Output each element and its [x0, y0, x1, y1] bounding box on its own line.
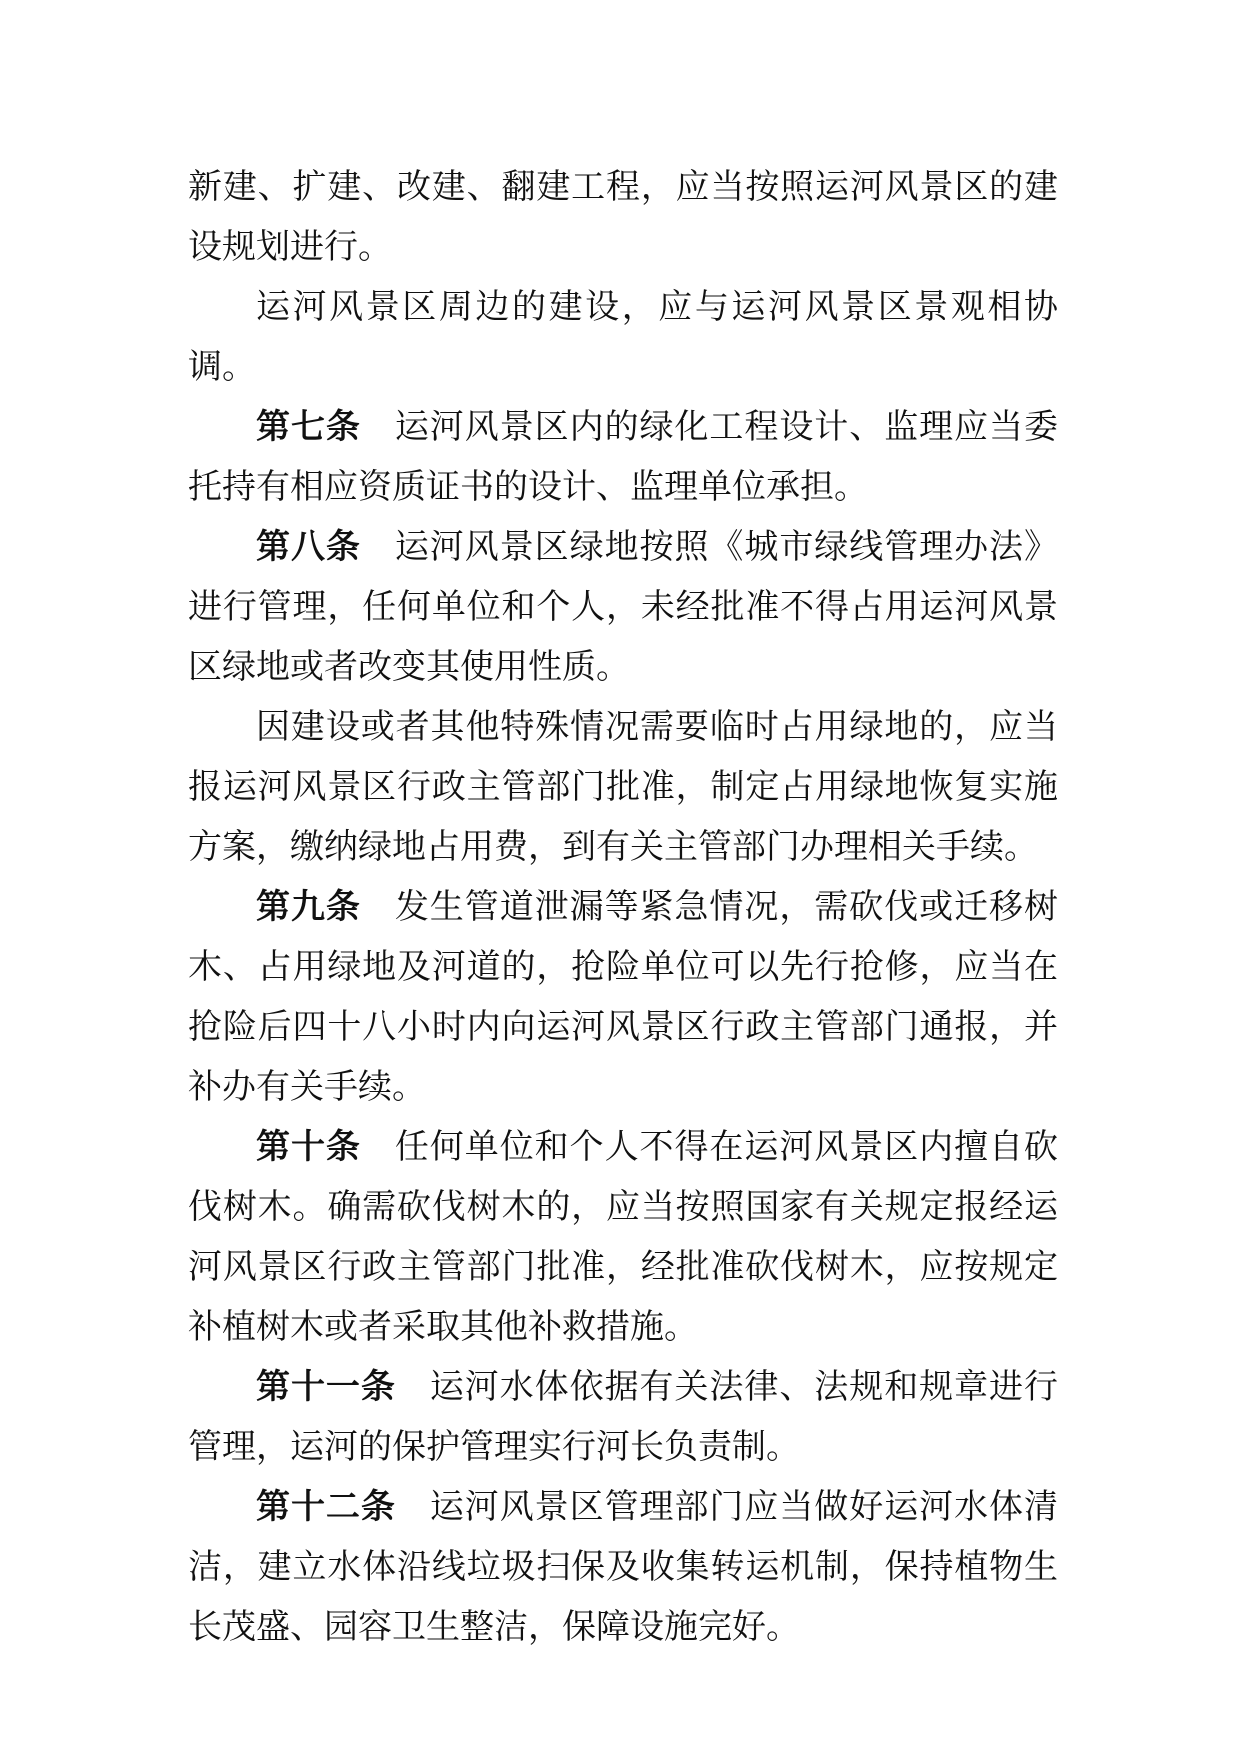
- article-10: [188, 1117, 1058, 1357]
- paragraph-surrounding-construction: [188, 277, 1058, 397]
- article-number: 第十一条: [256, 1367, 396, 1407]
- paragraph-text: 新建、扩建、改建、翻建工程，应当按照运河风景区的建设规划进行。: [188, 167, 1058, 267]
- paragraph-text: 任何单位和个人不得在运河风景区内擅自砍伐树木。确需砍伐树木的，应当按照国家有关规定报经运河风景区行政主管部门批准，经批准砍伐树木，应按规定补植树木或者采取其他补救措施。: [188, 1127, 1059, 1347]
- paragraph-text: 运河风景区内的绿化工程设计、监理应当委托持有相应资质证书的设计、监理单位承担。: [188, 407, 1059, 507]
- article-7: [188, 397, 1058, 517]
- article-11: [188, 1357, 1058, 1477]
- article-number: 第十条: [256, 1127, 361, 1167]
- paragraph-text: 运河水体依据有关法律、法规和规章进行管理，运河的保护管理实行河长负责制。: [188, 1367, 1059, 1467]
- paragraph-text: 运河风景区绿地按照《城市绿线管理办法》进行管理，任何单位和个人，未经批准不得占用运河风景区绿地或者改变其使用性质。: [188, 527, 1059, 687]
- paragraph-text: 运河风景区周边的建设，应与运河风景区景观相协调。: [188, 287, 1058, 387]
- paragraph-text: 因建设或者其他特殊情况需要临时占用绿地的，应当报运河风景区行政主管部门批准，制定占用绿地恢复实施方案，缴纳绿地占用费，到有关主管部门办理相关手续。: [188, 707, 1058, 867]
- paragraph-construction-planning: [188, 157, 1058, 277]
- paragraph-text: 运河风景区管理部门应当做好运河水体清洁，建立水体沿线垃圾扫保及收集转运机制，保持植物生长茂盛、园容卫生整洁，保障设施完好。: [188, 1487, 1059, 1647]
- article-12: [188, 1477, 1058, 1657]
- paragraph-temporary-occupation: [188, 697, 1058, 877]
- article-9: [188, 877, 1058, 1117]
- paragraph-text: 发生管道泄漏等紧急情况，需砍伐或迁移树木、占用绿地及河道的，抢险单位可以先行抢修，应当在抢险后四十八小时内向运河风景区行政主管部门通报，并补办有关手续。: [188, 887, 1059, 1107]
- article-number: 第十二条: [256, 1487, 396, 1527]
- article-8: [188, 517, 1058, 697]
- article-number: 第九条: [256, 887, 361, 927]
- article-number: 第七条: [256, 407, 361, 447]
- document-body: [188, 157, 1058, 1657]
- article-number: 第八条: [256, 527, 361, 567]
